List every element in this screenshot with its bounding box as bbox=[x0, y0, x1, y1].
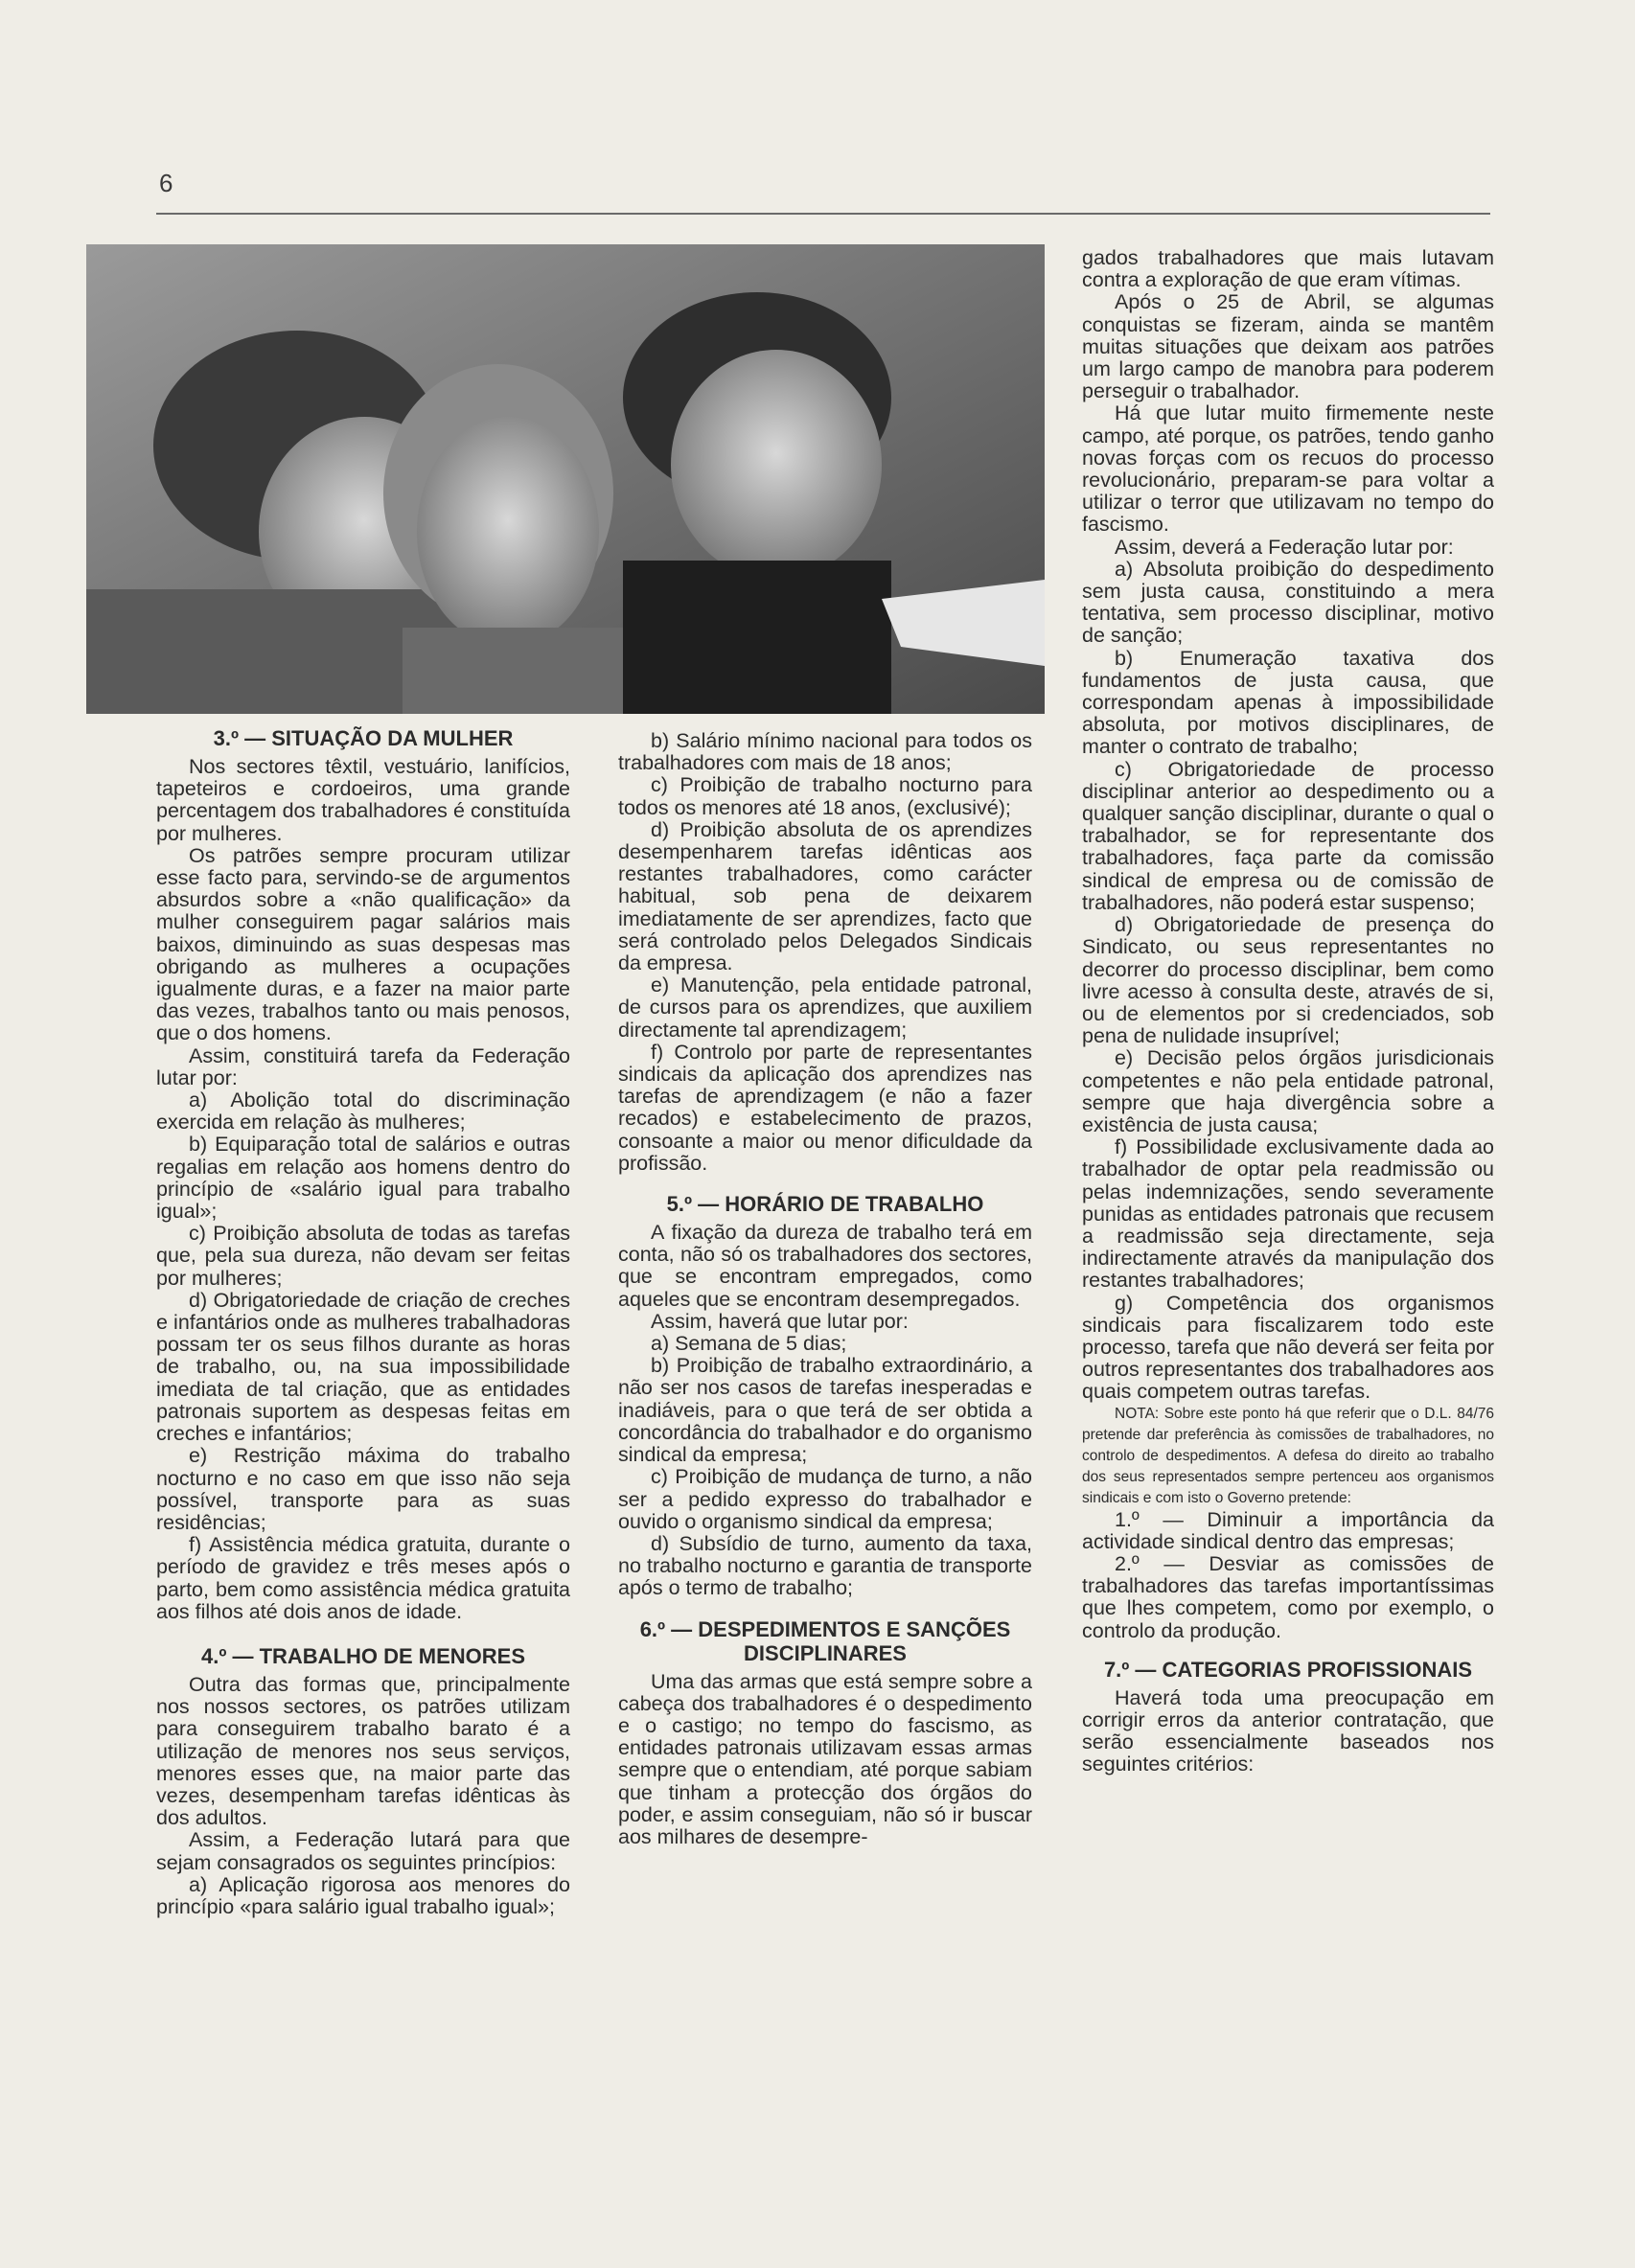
section-6-title: 6.º — DESPEDIMENTOS E SANÇÕES DISCIPLINARES bbox=[639, 1616, 1011, 1665]
section-7-title: 7.º — CATEGORIAS PROFISSIONAIS bbox=[1103, 1657, 1473, 1682]
list-item: e) Manutenção, pela entidade patronal, de cursos para os aprendizes, que auxiliem directamente tal aprendizagem; bbox=[618, 974, 1032, 1042]
photo-three-women bbox=[86, 244, 1045, 714]
note: NOTA: Sobre este ponto há que referir que o D.L. 84/76 pretende dar preferência às comissões de trabalhadores, no controlo de despedimentos. A defesa do direito ao trabalho dos seus representados sempre pertenceu aos organismos sindicais e com isto o Governo pretende: bbox=[1082, 1405, 1494, 1506]
list-item: a) Aplicação rigorosa aos menores do princípio «para salário igual trabalho igual»; bbox=[156, 1872, 570, 1918]
list-item: f) Possibilidade exclusivamente dada ao trabalhador de optar pela readmissão ou pelas indemnizações, sendo severamente punidas as entidades patronais que recusem a readmissão seja directamente, seja indirectamente através da manipulação dos restantes trabalhadores; bbox=[1082, 1135, 1494, 1293]
list-item: c) Proibição de mudança de turno, a não ser a pedido expresso do trabalhador e ouvido o organismo sindical da empresa; bbox=[618, 1465, 1032, 1533]
list-item: g) Competência dos organismos sindicais para fiscalizarem todo este processo, tarefa que não deverá ser feita por outros representantes dos trabalhadores aos quais competem outras tarefas. bbox=[1082, 1291, 1494, 1404]
list-item: d) Proibição absoluta de os aprendizes desempenharem tarefas idênticas aos restantes trabalhadores, como carácter habitual, sob pena de deixarem imediatamente de ser aprendizes, facto que será controlado pelos Delegados Sindicais da empresa. bbox=[618, 817, 1032, 975]
column-3 bbox=[1082, 247, 1494, 1776]
paragraph: Outra das formas que, principalmente nos nossos sectores, os patrões utilizam para conseguirem trabalho barato é a utilização de menores nos seus serviços, menores esses que, na maior parte das vezes, desempenham tarefas idênticas às dos adultos. bbox=[156, 1672, 570, 1830]
list-item: c) Obrigatoriedade de processo disciplinar anterior ao despedimento ou a qualquer sanção disciplinar, durante o qual o trabalhador, se for representante dos trabalhadores, faça parte da comissão sindical de empresa ou de comissão de trabalhadores, não poderá estar suspenso; bbox=[1082, 757, 1494, 914]
list-item: f) Controlo por parte de representantes sindicais da aplicação dos aprendizes nas tarefas de aprendizagem (e não a fazer recados) e estabelecimento de prazos, consoante a maior ou menor dificuldade da profissão. bbox=[618, 1040, 1032, 1175]
list-item: b) Proibição de trabalho extraordinário, a não ser nos casos de tarefas inesperadas e inadiáveis, para o que terá de ser obtida a concordância do trabalhador e do organismo sindical da empresa; bbox=[618, 1354, 1032, 1467]
list-item: a) Absoluta proibição do despedimento sem justa causa, constituindo a mera tentativa, sem processo disciplinar, motivo de sanção; bbox=[1082, 557, 1494, 648]
header-rule bbox=[156, 213, 1490, 215]
paragraph: A fixação da dureza de trabalho terá em conta, não só os trabalhadores dos sectores, que se encontram empregados, como aqueles que se encontram desempregados. bbox=[618, 1221, 1032, 1311]
paragraph: Há que lutar muito firmemente neste campo, até porque, os patrões, tendo ganho novas forças com os recuos do processo revolucionário, preparam-se para voltar a utilizar o terror que utilizavam no tempo do fascismo. bbox=[1082, 401, 1494, 537]
section-3-title: 3.º — SITUAÇÃO DA MULHER bbox=[213, 726, 514, 750]
list-item: c) Proibição de trabalho nocturno para todos os menores até 18 anos, (exclusivé); bbox=[618, 773, 1032, 819]
paragraph: Após o 25 de Abril, se algumas conquistas se fizeram, ainda se mantêm muitas situações que deixam aos patrões um largo campo de manobra para poderem perseguir o trabalhador. bbox=[1082, 290, 1494, 403]
section-4-title: 4.º — TRABALHO DE MENORES bbox=[200, 1643, 526, 1668]
list-item: c) Proibição absoluta de todas as tarefas que, pela sua dureza, não devam ser feitas por mulheres; bbox=[156, 1222, 570, 1290]
list-item: e) Restrição máxima do trabalho nocturno e no caso em que isso não seja possível, transporte para as suas residências; bbox=[156, 1444, 570, 1534]
column-1 bbox=[156, 726, 570, 1918]
paragraph: Haverá toda uma preocupação em corrigir erros da anterior contratação, que serão essencialmente baseados nos seguintes critérios: bbox=[1082, 1685, 1494, 1776]
paragraph: Os patrões sempre procuram utilizar esse facto para, servindo-se de argumentos absurdos sobre a «não qualificação» da mulher conseguirem pagar salários mais baixos, diminuindo as suas despesas mas obrigando as mulheres a ocupações igualmente duras, e a fazer na maior parte das vezes, trabalhos tanto ou mais penosos, que o dos homens. bbox=[156, 843, 570, 1045]
list-item: 1.º — Diminuir a importância da actividade sindical dentro das empresas; bbox=[1082, 1507, 1494, 1553]
paragraph: Uma das armas que está sempre sobre a cabeça dos trabalhadores é o despedimento e o castigo; no tempo do fascismo, as entidades patronais utilizavam essas armas sempre que o entendiam, até porque sabiam que tinham a protecção dos órgãos do poder, e assim conseguiam, não só ir buscar aos milhares de desempre- bbox=[618, 1669, 1032, 1848]
photo-illustration bbox=[86, 244, 1045, 714]
list-item: b) Salário mínimo nacional para todos os trabalhadores com mais de 18 anos; bbox=[618, 729, 1032, 775]
list-item: d) Obrigatoriedade de presença do Sindicato, ou seus representantes no decorrer do processo disciplinar, bem como livre acesso à consulta deste, através de si, ou de elementos por si credenciados, sob pena de nulidade insuprível; bbox=[1082, 913, 1494, 1048]
paragraph: Assim, a Federação lutará para que sejam consagrados os seguintes princípios: bbox=[156, 1828, 570, 1874]
column-2 bbox=[618, 730, 1032, 1848]
list-item: d) Obrigatoriedade de criação de creches e infantários onde as mulheres trabalhadoras possam ter os seus filhos durante as horas de trabalho, ou, na sua impossibilidade imediata de tal criação, que as entidades patronais suportem as despesas feitas em creches e infantários; bbox=[156, 1288, 570, 1446]
list-item: a) Abolição total do discriminação exercida em relação às mulheres; bbox=[156, 1088, 570, 1134]
list-item: d) Subsídio de turno, aumento da taxa, no trabalho nocturno e garantia de transporte após o termo de trabalho; bbox=[618, 1531, 1032, 1600]
section-5-title: 5.º — HORÁRIO DE TRABALHO bbox=[666, 1192, 984, 1217]
list-item: 2.º — Desviar as comissões de trabalhadores das tarefas importantíssimas que lhes competem, como por exemplo, o controlo da produção. bbox=[1082, 1551, 1494, 1642]
list-item: b) Equiparação total de salários e outras regalias em relação aos homens dentro do princípio de «salário igual para trabalho igual»; bbox=[156, 1133, 570, 1224]
paragraph: Assim, constituirá tarefa da Federação lutar por: bbox=[156, 1043, 570, 1089]
list-item: e) Decisão pelos órgãos jurisdicionais competentes e não pela entidade patronal, sempre que haja divergência sobre a existência de justa causa; bbox=[1082, 1046, 1494, 1136]
paragraph: Assim, haverá que lutar por: bbox=[651, 1309, 909, 1333]
paragraph: Assim, deverá a Federação lutar por: bbox=[1115, 535, 1454, 559]
page-number: 6 bbox=[159, 169, 173, 197]
paragraph: Nos sectores têxtil, vestuário, lanifícios, tapeteiros e cordoeiros, uma grande percentagem dos trabalhadores é constituída por mulheres. bbox=[156, 755, 570, 845]
list-item: f) Assistência médica gratuita, durante o período de gravidez e três meses após o parto, bem como assistência médica gratuita aos filhos até dois anos de idade. bbox=[156, 1533, 570, 1623]
list-item: b) Enumeração taxativa dos fundamentos de justa causa, que correspondam apenas à impossibilidade absoluta, por motivos disciplinares, de manter o contrato de trabalho; bbox=[1082, 646, 1494, 759]
list-item: a) Semana de 5 dias; bbox=[651, 1332, 847, 1356]
paragraph: gados trabalhadores que mais lutavam contra a exploração de que eram vítimas. bbox=[1082, 246, 1494, 292]
